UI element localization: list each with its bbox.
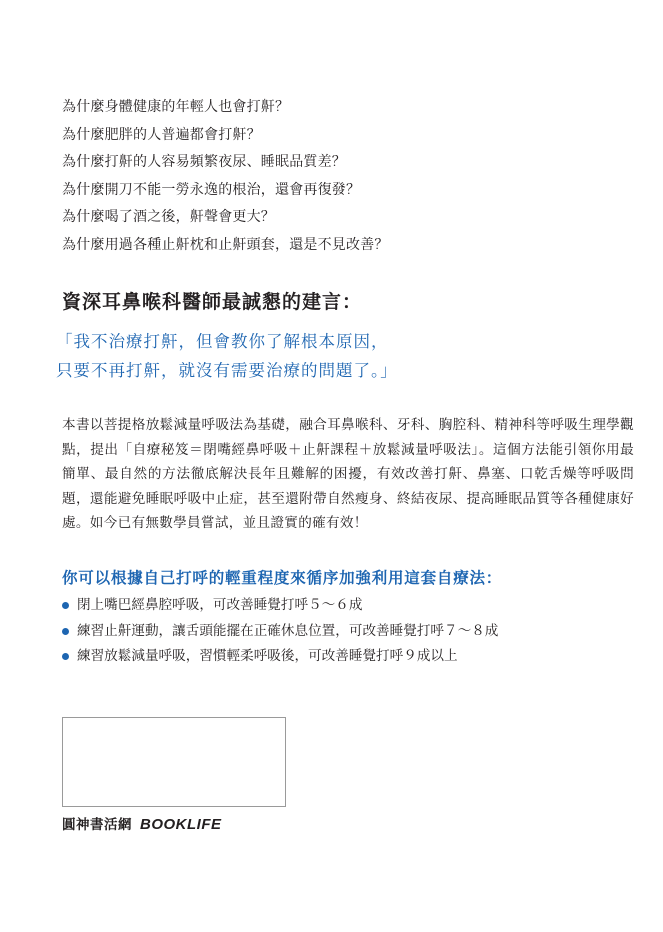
brand-logo-text: BOOKLIFE: [140, 816, 222, 833]
method-item-text: 閉上嘴巴經鼻腔呼吸，可改善睡覺打呼５～６成: [77, 597, 363, 613]
section-heading: 資深耳鼻喉科醫師最誠懇的建言：: [62, 291, 363, 313]
quote-line-1: 「我不治療打鼾，但會教你了解根本原因，: [56, 332, 389, 351]
bullet-icon: [62, 653, 69, 660]
barcode-placeholder-box: [62, 717, 286, 807]
brand-chinese: 圓神書活網: [62, 817, 132, 833]
method-item-text: 練習放鬆減量呼吸，習慣輕柔呼吸後，可改善睡覺打呼９成以上: [77, 648, 458, 664]
quote-line-2: 只要不再打鼾，就沒有需要治療的問題了。」: [56, 361, 398, 380]
bullet-icon: [62, 602, 69, 609]
question-item: 為什麼身體健康的年輕人也會打鼾？: [62, 99, 290, 115]
method-item: [62, 619, 498, 645]
publisher-brand: [62, 813, 222, 833]
method-item: [62, 593, 498, 619]
question-item: 為什麼用過各種止鼾枕和止鼾頭套，還是不見改善？: [62, 236, 389, 253]
question-item: 為什麼肥胖的人普遍都會打鼾？: [62, 126, 261, 143]
bullet-icon: [62, 628, 69, 635]
method-subheading: 你可以根據自己打呼的輕重程度來循序加強利用這套自療法：: [62, 569, 503, 587]
question-item: 為什麼喝了酒之後，鼾聲會更大？: [62, 209, 275, 225]
body-paragraph: 本書以菩提格放鬆減量呼吸法為基礎，融合耳鼻喉科、牙科、胸腔科、精神科等呼吸生理學觀點，提出「自療秘笈＝閉嘴經鼻呼吸＋止鼾課程＋放鬆減量呼吸法」。這個方法能引領你用最簡單、最自然的方法徹底解決長年且難解的困擾，有效改善打鼾、鼻塞、口乾舌燥等呼吸問題，還能避免睡眠呼吸中止症，甚至還附帶自然瘦身、終結夜尿、提高睡眠品質等各種健康好處。如今已有無數學員嘗試，並且證實的確有效！: [62, 417, 634, 531]
question-item: 為什麼打鼾的人容易頻繁夜尿、睡眠品質差？: [62, 154, 346, 170]
method-list: [62, 593, 498, 670]
method-item: [62, 644, 498, 670]
doctor-quote: [56, 327, 398, 385]
question-list: [62, 94, 389, 259]
method-item-text: 練習止鼾運動，讓舌頭能擺在正確休息位置，可改善睡覺打呼７～８成: [77, 622, 499, 639]
question-item: 為什麼開刀不能一勞永逸的根治，還會再復發？: [62, 181, 361, 198]
